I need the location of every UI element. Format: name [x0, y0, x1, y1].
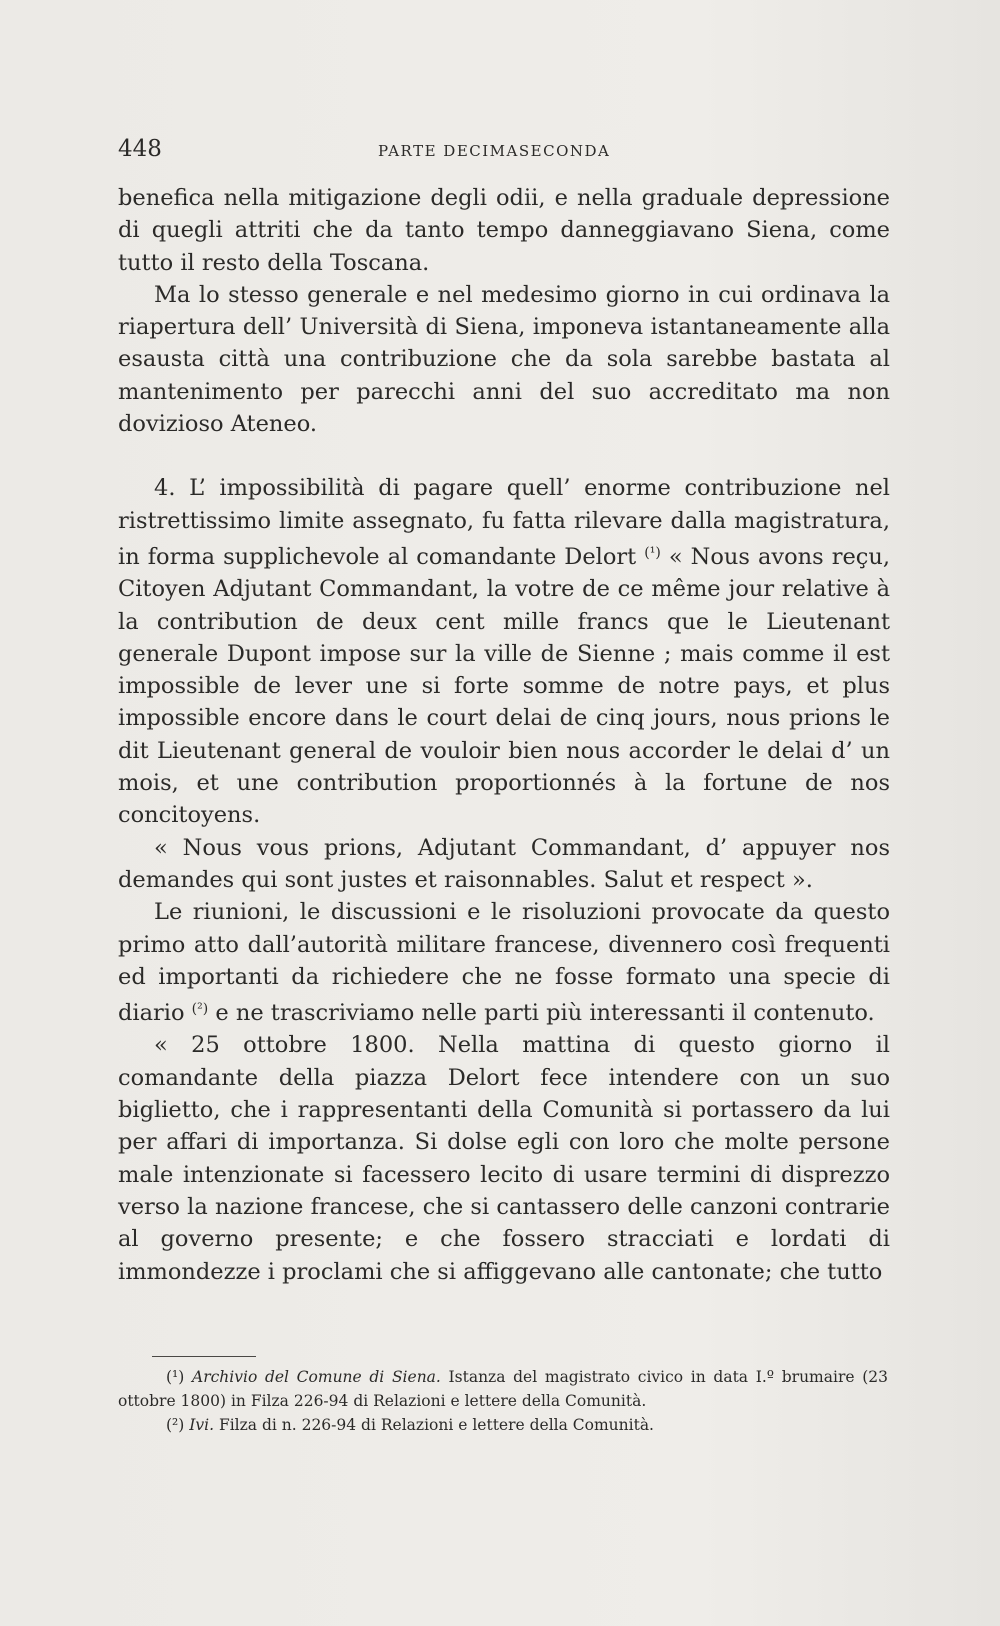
running-head: PARTE DECIMASECONDA — [378, 142, 611, 160]
body-text — [118, 182, 890, 1288]
paragraph-5-text-a: Le riunioni, le discussioni e le risoluzioni provocate da questo primo atto dall’autorità militare francese, divennero così frequenti ed importanti da richiedere che ne fosse formato una specie di diario — [118, 899, 890, 1027]
paragraph-2: Ma lo stesso generale e nel medesimo giorno in cui ordinava la riapertura dell’ Università di Siena, imponeva istantaneamente alla esausta città una contribuzione che da sola sarebbe bastata al mantenimento per parecchi anni del suo accreditato ma non dovizioso Ateneo. — [118, 281, 890, 438]
footnote-ref-1: (¹) — [644, 544, 661, 561]
footnote-2 — [118, 1413, 888, 1437]
footnote-2-text: Filza di n. 226-94 di Relazioni e lettere della Comunità. — [214, 1416, 654, 1434]
footnote-1 — [118, 1365, 888, 1413]
footnote-1-mark: (¹) — [166, 1368, 185, 1386]
paragraph-1: benefica nella mitigazione degli odii, e nella graduale depressione di quegli attriti che da tanto tempo danneggiavano Siena, come tutto il resto della Toscana. — [118, 185, 890, 276]
paragraph-5-text-b: e ne trascriviamo nelle parti più interessanti il contenuto. — [208, 1000, 875, 1027]
footnote-1-text: Istanza del magistrato civico in data I.º brumaire (23 ottobre 1800) in Filza 226-94 di Relazioni e lettere della Comunità. — [118, 1368, 888, 1410]
paragraph-5 — [118, 896, 890, 1029]
paragraph-3 — [118, 472, 890, 831]
footnote-ref-2: (²) — [191, 1001, 209, 1018]
page-header — [118, 136, 888, 176]
footnote-divider — [152, 1356, 256, 1357]
footnote-1-source: Archivio del Comune di Siena. — [192, 1368, 441, 1386]
paragraph-6: « 25 ottobre 1800. Nella mattina di questo giorno il comandante della piazza Delort fece intendere con un suo biglietto, che i rappresentanti della Comunità si portassero da lui per affari di importanza. Si dolse egli con loro che molte persone male intenzionate si facessero lecito di usare termini di disprezzo verso la nazione francese, che si cantassero delle canzoni contrarie al governo presente; e che fossero stracciati e lordati di immondezze i proclami che si affiggevano alle cantonate; che tutto — [118, 1032, 890, 1285]
footnotes — [118, 1365, 888, 1437]
paragraph-3-text-a: 4. L’ impossibilità di pagare quell’ enorme contribuzione nel ristrettissimo limite assegnato, fu fatta rilevare dalla magistratura, in forma supplichevole al comandante Delort — [118, 475, 890, 570]
paragraph-3-text-b: « Nous avons reçu, Citoyen Adjutant Commandant, la votre de ce même jour relative à la contribution de deux cent mille francs que le Lieutenant generale Dupont impose sur la ville de Sienne ; mais comme il est impossible de lever une si forte somme de notre pays, et plus impossible encore dans le court delai de cinq jours, nous prions le dit Lieutenant general de vouloir bien nous accorder le delai d’ un mois, et une contribution proportionnés à la fortune de nos concitoyens. — [118, 543, 891, 829]
footnote-2-mark: (²) — [166, 1416, 185, 1434]
paragraph-4: « Nous vous prions, Adjutant Commandant, d’ appuyer nos demandes qui sont justes et raisonnables. Salut et respect ». — [118, 834, 890, 893]
footnote-2-source: Ivi. — [189, 1416, 215, 1434]
page-number: 448 — [118, 136, 162, 162]
